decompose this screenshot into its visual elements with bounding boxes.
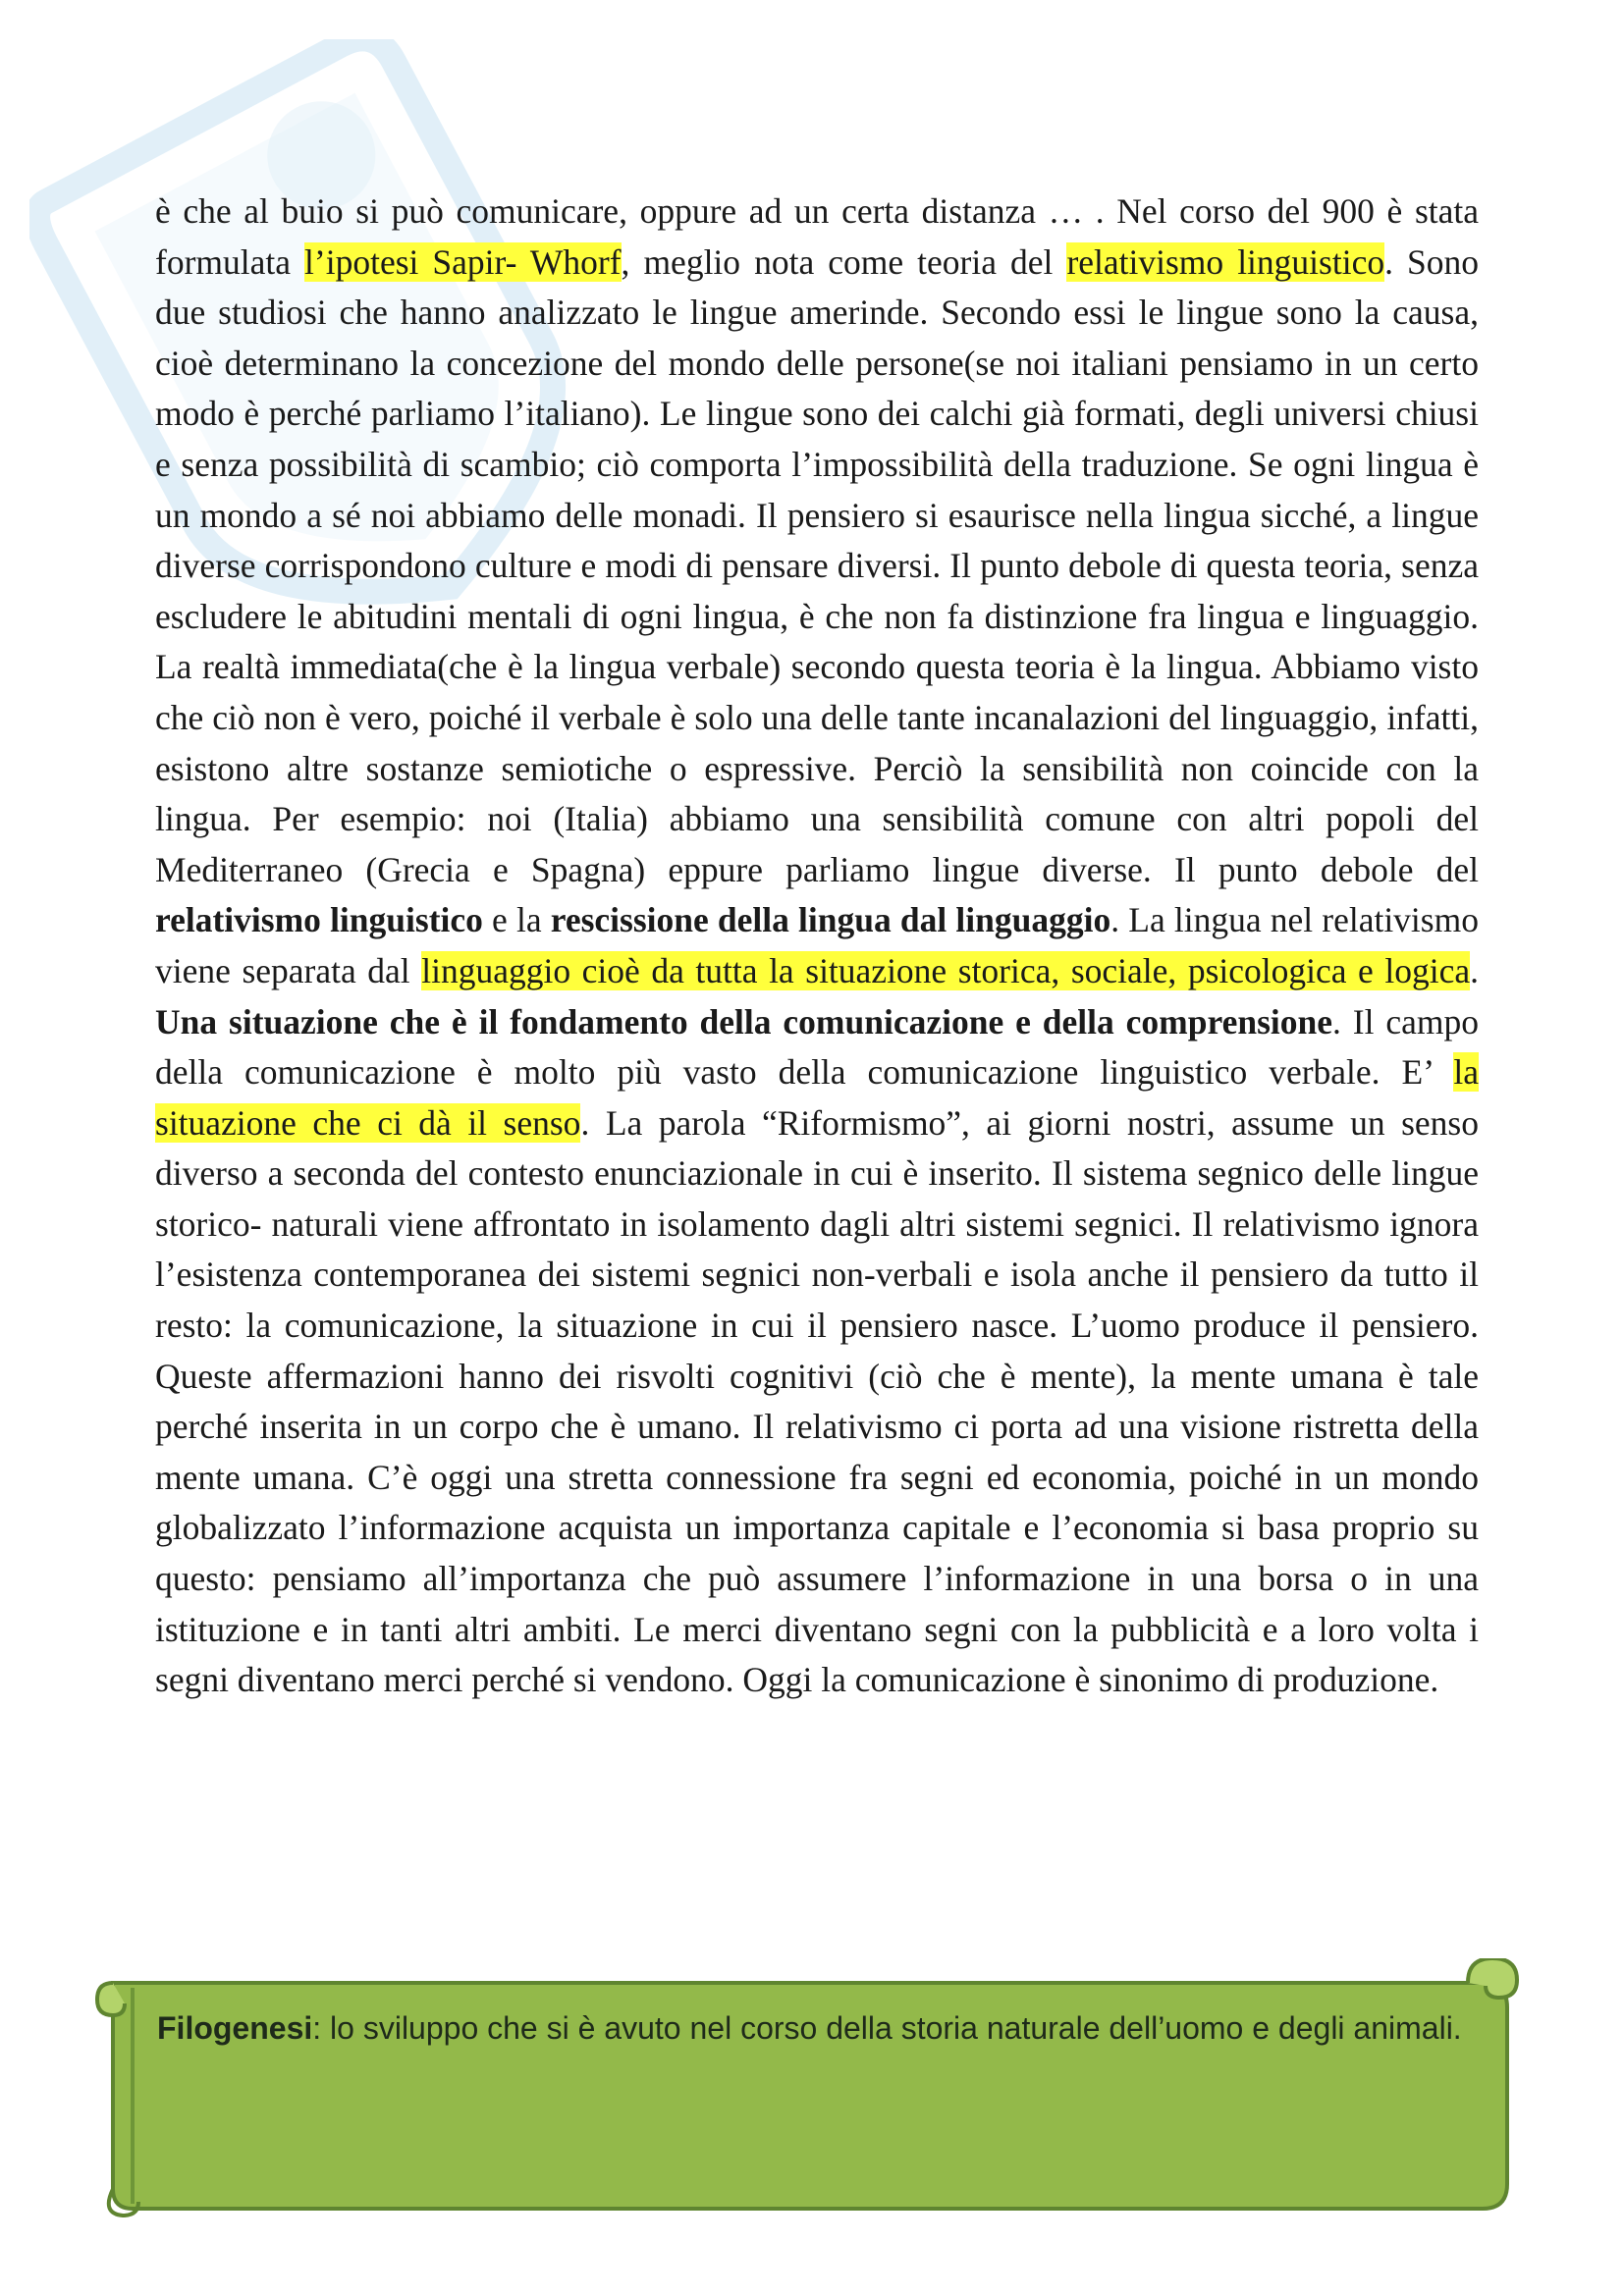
text-segment: , meglio nota come teoria del (621, 241, 1067, 282)
highlight-sapir-whorf: l’ipotesi Sapir- Whorf (304, 241, 622, 282)
bold-relativismo: relativismo linguistico (155, 900, 483, 940)
highlight-relativismo: relativismo linguistico (1066, 241, 1385, 282)
body-paragraph (155, 187, 1479, 1706)
highlight-senso: la situazione che ci dà il senso (155, 1052, 1479, 1143)
text-segment: . (1470, 950, 1479, 990)
text-segment: è che al buio si può comunicare, oppure ad un certa distanza … . Nel corso del 900 è stata formulata (155, 191, 1479, 282)
definition-body: : lo sviluppo che si è avuto nel corso della storia naturale dell’uomo e degli animali. (312, 2010, 1462, 2046)
definition-box (93, 1958, 1527, 2218)
bold-situazione: Una situazione che è il fondamento della comunicazione e della comprensione (155, 1001, 1333, 1041)
text-segment: . La parola “Riformismo”, ai giorni nostri, assume un senso diverso a seconda del contesto enunciazionale in cui è inserito. Il sistema segnico delle lingue storico- naturali viene affrontato in isolamento dagli altri sistemi segnici. Il relativismo ignora l’esistenza contemporanea dei sistemi segnici non-verbali e isola anche il pensiero da tutto il resto: la comunicazione, la situazione in cui il pensiero nasce. L’uomo produce il pensiero. Queste affermazioni hanno dei risvolti cognitivi (ciò che è mente), la mente umana è tale perché inserita in un corpo che è umano. Il relativismo ci porta ad una visione ristretta della mente umana. C’è oggi una stretta connessione fra segni ed economia, poiché in un mondo globalizzato l’informazione acquista un importanza capitale e l’economia si basa proprio su questo: pensiamo all’importanza che può assumere l’informazione in una borsa o in una istituzione e in tanti altri ambiti. Le merci diventano segni con la pubblicità e a loro volta i segni diventano merci perché si vendono. Oggi la comunicazione è sinonimo di produzione. (155, 1102, 1479, 1700)
highlight-linguaggio: linguaggio cioè da tutta la situazione storica, sociale, psicologica e logica (421, 950, 1471, 990)
bold-rescissione: rescissione della lingua dal linguaggio (550, 900, 1111, 940)
scroll-frame-icon (93, 1958, 1527, 2218)
text-segment: . Sono due studiosi che hanno analizzato le lingue amerinde. Secondo essi le lingue sono la causa, cioè determinano la concezione del mondo delle persone(se noi italiani pensiamo in un certo modo è perché parliamo l’italiano). Le lingue sono dei calchi già formati, degli universi chiusi e senza possibilità di scambio; ciò comporta l’impossibilità della traduzione. Se ogni lingua è un mondo a sé noi abbiamo delle monadi. Il pensiero si esaurisce nella lingua sicché, a lingue diverse corrispondono culture e modi di pensare diversi. Il punto debole di questa teoria, senza escludere le abitudini mentali di ogni lingua, è che non fa distinzione fra lingua e linguaggio. La realtà immediata(che è la lingua verbale) secondo questa teoria è la lingua. Abbiamo visto che ciò non è vero, poiché il verbale è solo una delle tante incanalazioni del linguaggio, infatti, esistono altre sostanze semiotiche o espressive. Perciò la sensibilità non coincide con la lingua. Per esempio: noi (Italia) abbiamo una sensibilità comune con altri popoli del Mediterraneo (Grecia e Spagna) eppure parliamo lingue diverse. Il punto debole del (155, 241, 1480, 889)
definition-text (157, 2003, 1512, 2053)
text-segment: . La lingua nel relativismo viene separata dal (155, 900, 1479, 990)
text-segment: . Il campo della comunicazione è molto più vasto della comunicazione linguistico verbale. E’ (155, 1001, 1479, 1093)
definition-term: Filogenesi (157, 2010, 313, 2046)
text-segment: e la (482, 900, 551, 940)
